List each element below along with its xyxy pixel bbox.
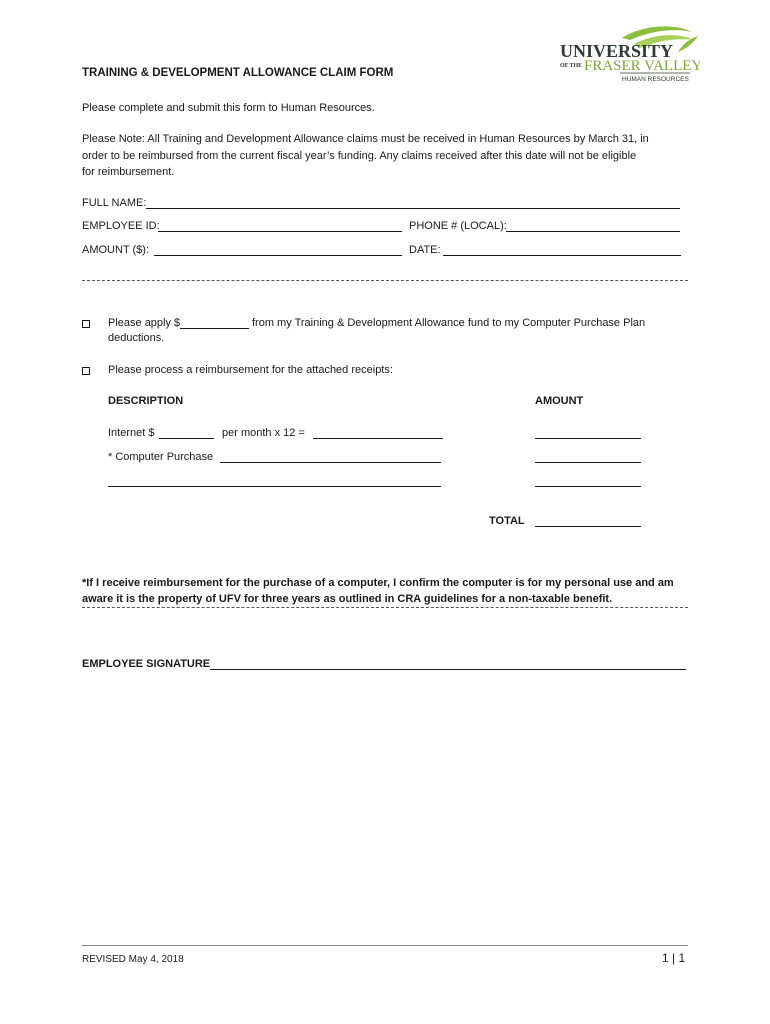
amount-label: AMOUNT ($): bbox=[82, 244, 150, 256]
internet-suffix: per month x 12 = bbox=[222, 427, 305, 439]
footer-rule bbox=[82, 945, 688, 946]
employee-id-field[interactable] bbox=[158, 231, 402, 232]
other-description-field[interactable] bbox=[108, 486, 441, 487]
signature-label: EMPLOYEE SIGNATURE bbox=[82, 658, 211, 670]
computer-purchase-label: * Computer Purchase bbox=[108, 451, 214, 463]
svg-text:FRASER VALLEY: FRASER VALLEY bbox=[584, 58, 700, 74]
computer-amount-field[interactable] bbox=[535, 462, 641, 463]
description-header: DESCRIPTION bbox=[108, 395, 184, 407]
employee-id-label: EMPLOYEE ID: bbox=[82, 220, 160, 232]
ufv-logo bbox=[560, 24, 700, 86]
signature-field[interactable] bbox=[210, 669, 686, 670]
other-amount-field[interactable] bbox=[535, 486, 641, 487]
reimburse-text: Please process a reimbursement for the attached receipts: bbox=[108, 364, 393, 376]
full-name-field[interactable] bbox=[146, 208, 680, 209]
svg-text:UNIVERSITY: UNIVERSITY bbox=[560, 41, 674, 61]
internet-prefix: Internet $ bbox=[108, 427, 155, 439]
intro-text: Please complete and submit this form to Human Resources. bbox=[82, 102, 375, 114]
phone-field[interactable] bbox=[506, 231, 680, 232]
note-line-3: for reimbursement. bbox=[82, 166, 175, 178]
disclaimer-divider bbox=[82, 607, 688, 608]
disclaimer-line-2: aware it is the property of UFV for three years as outlined in CRA guidelines for a non-taxable benefit. bbox=[82, 593, 613, 605]
computer-purchase-field[interactable] bbox=[220, 462, 441, 463]
amount-header: AMOUNT bbox=[535, 395, 584, 407]
internet-rate-field[interactable] bbox=[159, 438, 214, 439]
date-field[interactable] bbox=[443, 255, 681, 256]
phone-label: PHONE # (LOCAL): bbox=[409, 220, 507, 232]
section-divider bbox=[82, 280, 688, 281]
amount-field[interactable] bbox=[154, 255, 402, 256]
internet-amount-field[interactable] bbox=[535, 438, 641, 439]
apply-checkbox[interactable] bbox=[82, 320, 90, 328]
page-number: 1 | 1 bbox=[662, 951, 686, 965]
total-label: TOTAL bbox=[489, 515, 525, 527]
internet-total-field[interactable] bbox=[313, 438, 443, 439]
apply-amount-field[interactable] bbox=[180, 328, 249, 329]
revised-date: REVISED May 4, 2018 bbox=[82, 954, 184, 965]
date-label: DATE: bbox=[409, 244, 441, 256]
note-line-1: Please Note: All Training and Development Allowance claims must be received in Human Resources by March 31, in bbox=[82, 133, 649, 145]
apply-prefix: Please apply $ bbox=[108, 317, 181, 329]
svg-text:HUMAN RESOURCES: HUMAN RESOURCES bbox=[622, 76, 689, 83]
total-amount-field[interactable] bbox=[535, 526, 641, 527]
form-title: TRAINING & DEVELOPMENT ALLOWANCE CLAIM FORM bbox=[82, 67, 394, 79]
disclaimer-line-1: *If I receive reimbursement for the purchase of a computer, I confirm the computer is for my personal use and am bbox=[82, 577, 674, 589]
apply-line-2: deductions. bbox=[108, 332, 165, 344]
apply-suffix: from my Training & Development Allowance fund to my Computer Purchase Plan bbox=[252, 317, 646, 329]
note-line-2: order to be reimbursed from the current fiscal year’s funding. Any claims received after this date will not be eligible bbox=[82, 150, 637, 162]
svg-text:OF THE: OF THE bbox=[560, 63, 583, 69]
full-name-label: FULL NAME: bbox=[82, 197, 147, 209]
reimburse-checkbox[interactable] bbox=[82, 367, 90, 375]
